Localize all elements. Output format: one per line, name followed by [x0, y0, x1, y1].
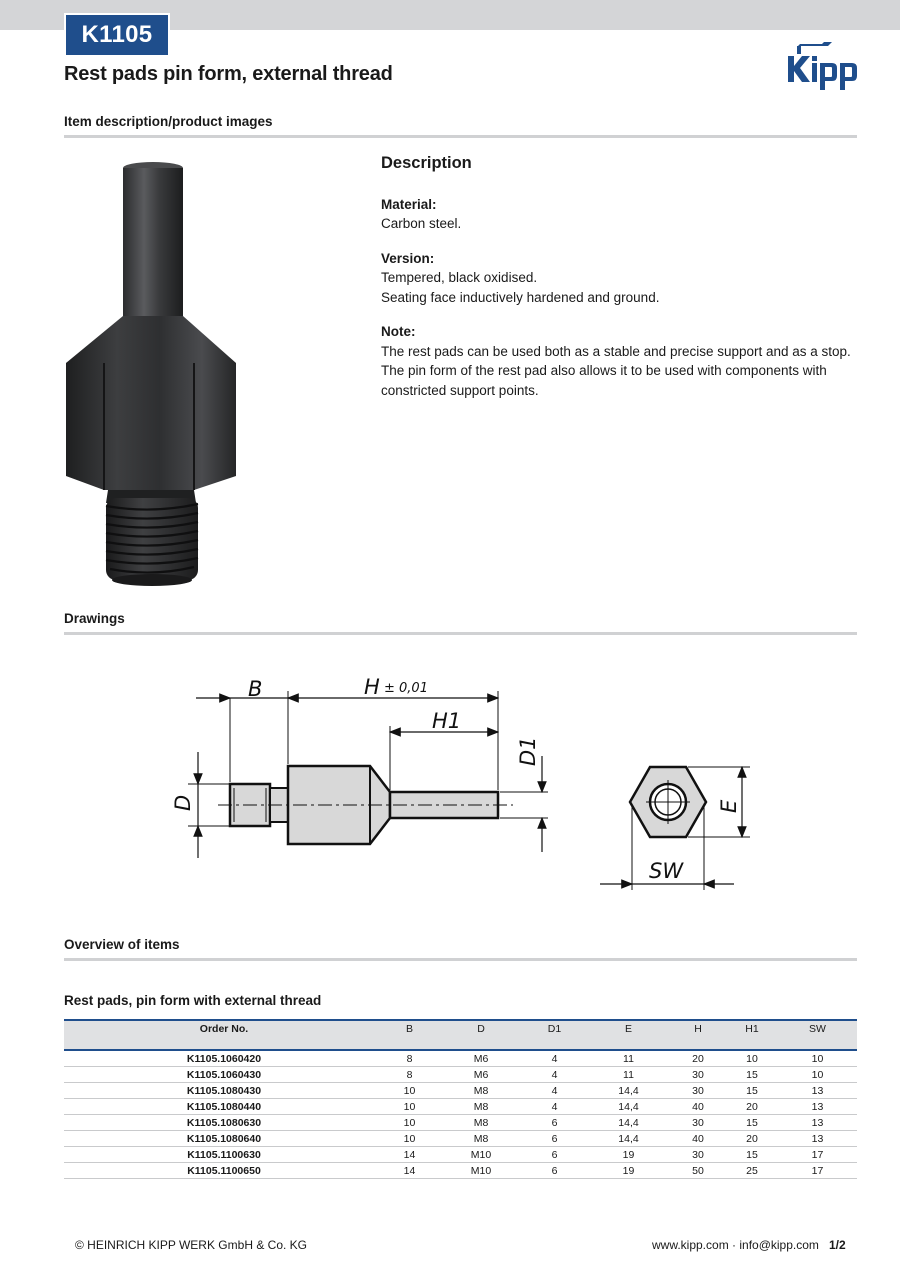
table-cell: 6 — [551, 1164, 558, 1177]
dim-label-e: E — [717, 799, 741, 813]
section-heading-drawings: Drawings — [64, 611, 125, 626]
footer-page-number: 1/2 — [829, 1238, 846, 1252]
table-cell: 14,4 — [618, 1084, 639, 1097]
product-image — [64, 158, 244, 590]
table-cell: 30 — [692, 1116, 704, 1129]
table-cell: 40 — [692, 1100, 704, 1113]
order-number-cell: K1105.1100650 — [187, 1164, 261, 1177]
table-cell: 10 — [811, 1052, 824, 1065]
version-label: Version: — [381, 250, 435, 266]
dim-label-h1: H1 — [432, 709, 462, 733]
table-row — [64, 1067, 857, 1083]
column-header: SW — [809, 1023, 826, 1035]
table-cell: 15 — [746, 1148, 758, 1161]
note-line: The rest pads can be used both as a stable and precise support and as a stop. — [381, 343, 851, 359]
table-cell: 11 — [623, 1068, 634, 1081]
table-cell: 15 — [746, 1116, 758, 1129]
footer-copyright: © HEINRICH KIPP WERK GmbH & Co. KG — [75, 1238, 307, 1252]
kipp-logo — [780, 36, 860, 94]
column-header: Order No. — [199, 1023, 249, 1035]
table-cell: 13 — [811, 1084, 824, 1097]
table-cell: M8 — [473, 1132, 489, 1145]
table-cell: 30 — [692, 1084, 704, 1097]
table-header-row — [64, 1022, 857, 1036]
table-cell: 4 — [551, 1052, 558, 1065]
order-number-cell: K1105.1080640 — [186, 1132, 262, 1145]
footer-contact: www.kipp.com · info@kipp.com — [652, 1238, 819, 1252]
table-cell: 11 — [623, 1052, 634, 1065]
table-cell: M8 — [473, 1100, 489, 1113]
dim-label-b: B — [248, 677, 263, 701]
product-code-badge: K1105 — [64, 13, 170, 57]
note-label: Note: — [381, 324, 416, 339]
table-cell: 17 — [811, 1164, 824, 1177]
table-cell: M6 — [473, 1052, 489, 1065]
table-row — [64, 1051, 857, 1067]
table-row — [64, 1147, 857, 1163]
order-number-cell: K1105.1100630 — [187, 1148, 261, 1161]
table-cell: 13 — [811, 1132, 824, 1145]
table-cell: 40 — [692, 1132, 704, 1145]
note-line: constricted support points. — [381, 382, 539, 398]
table-cell: 20 — [746, 1100, 758, 1113]
order-number-cell: K1105.1060420 — [186, 1052, 262, 1065]
items-table — [64, 1019, 857, 1179]
section-rule — [64, 632, 857, 635]
table-cell: 14,4 — [618, 1132, 639, 1145]
table-cell: 50 — [692, 1164, 704, 1177]
table-cell: 19 — [622, 1164, 635, 1177]
table-cell: 30 — [692, 1068, 704, 1081]
table-cell: 4 — [551, 1100, 558, 1113]
table-cell: 10 — [403, 1116, 416, 1129]
note-line: The pin form of the rest pad also allows it to be used with components with — [381, 363, 827, 378]
dim-label-d1: D1 — [516, 736, 540, 766]
column-header: D — [477, 1023, 485, 1035]
table-cell: 15 — [746, 1084, 758, 1097]
table-cell: 25 — [746, 1164, 758, 1177]
section-rule — [64, 958, 857, 961]
table-row — [64, 1163, 857, 1179]
table-row — [64, 1099, 857, 1115]
section-heading-overview: Overview of items — [64, 937, 180, 952]
material-text: Carbon steel. — [381, 216, 462, 231]
version-line: Seating face inductively hardened and ground. — [381, 289, 660, 305]
material-block — [381, 195, 851, 234]
order-number-cell: K1105.1060430 — [186, 1068, 262, 1081]
version-block — [381, 249, 851, 308]
table-cell: M8 — [473, 1084, 489, 1097]
table-cell: 13 — [811, 1100, 824, 1113]
table-cell: 20 — [746, 1132, 758, 1145]
dim-label-h-tolerance: ± 0,01 — [384, 681, 428, 696]
order-number-cell: K1105.1080630 — [186, 1116, 262, 1129]
table-cell: 14 — [403, 1164, 416, 1177]
table-title: Rest pads, pin form with external thread — [64, 993, 322, 1008]
table-cell: 10 — [403, 1084, 416, 1097]
table-cell: 20 — [692, 1052, 704, 1065]
table-cell: 6 — [551, 1116, 558, 1129]
page-title: Rest pads pin form, external thread — [64, 63, 393, 85]
table-cell: 4 — [551, 1068, 558, 1081]
table-cell: 10 — [403, 1100, 416, 1113]
table-cell: 10 — [403, 1132, 416, 1145]
table-cell: 15 — [746, 1068, 758, 1081]
table-cell: 6 — [551, 1132, 558, 1145]
table-row — [64, 1115, 857, 1131]
table-cell: 6 — [551, 1148, 558, 1161]
technical-drawing — [168, 656, 768, 896]
table-cell: 17 — [811, 1148, 824, 1161]
table-body — [64, 1051, 857, 1179]
table-cell: 8 — [406, 1052, 413, 1065]
column-header: B — [405, 1023, 413, 1035]
description-panel — [381, 154, 851, 415]
table-cell: 14,4 — [618, 1100, 639, 1113]
dim-label-d: D — [171, 794, 195, 811]
table-cell: M10 — [470, 1148, 492, 1161]
order-number-cell: K1105.1080430 — [186, 1084, 262, 1097]
column-header: H — [694, 1023, 702, 1035]
material-label: Material: — [381, 196, 437, 212]
table-cell: M10 — [470, 1164, 492, 1177]
table-row — [64, 1131, 857, 1147]
dim-label-h: H — [364, 675, 380, 699]
section-rule — [64, 135, 857, 138]
column-header: E — [624, 1023, 632, 1035]
column-header: D1 — [547, 1023, 562, 1035]
column-header: H1 — [745, 1023, 759, 1035]
note-block — [381, 322, 851, 400]
version-line: Tempered, black oxidised. — [381, 270, 538, 285]
table-cell: 30 — [692, 1148, 704, 1161]
dim-label-sw: SW — [649, 859, 684, 883]
table-row — [64, 1083, 857, 1099]
table-cell: 19 — [622, 1148, 635, 1161]
table-cell: M6 — [473, 1068, 489, 1081]
description-heading: Description — [381, 154, 472, 172]
table-cell: 14,4 — [618, 1116, 639, 1129]
order-number-cell: K1105.1080440 — [186, 1100, 262, 1113]
table-cell: 8 — [406, 1068, 413, 1081]
table-cell: 10 — [811, 1068, 824, 1081]
section-heading-images: Item description/product images — [64, 114, 273, 129]
table-cell: 4 — [551, 1084, 558, 1097]
table-cell: M8 — [473, 1116, 489, 1129]
table-header — [64, 1019, 857, 1051]
table-cell: 14 — [403, 1148, 416, 1161]
table-cell: 10 — [746, 1052, 758, 1065]
table-cell: 13 — [811, 1116, 824, 1129]
